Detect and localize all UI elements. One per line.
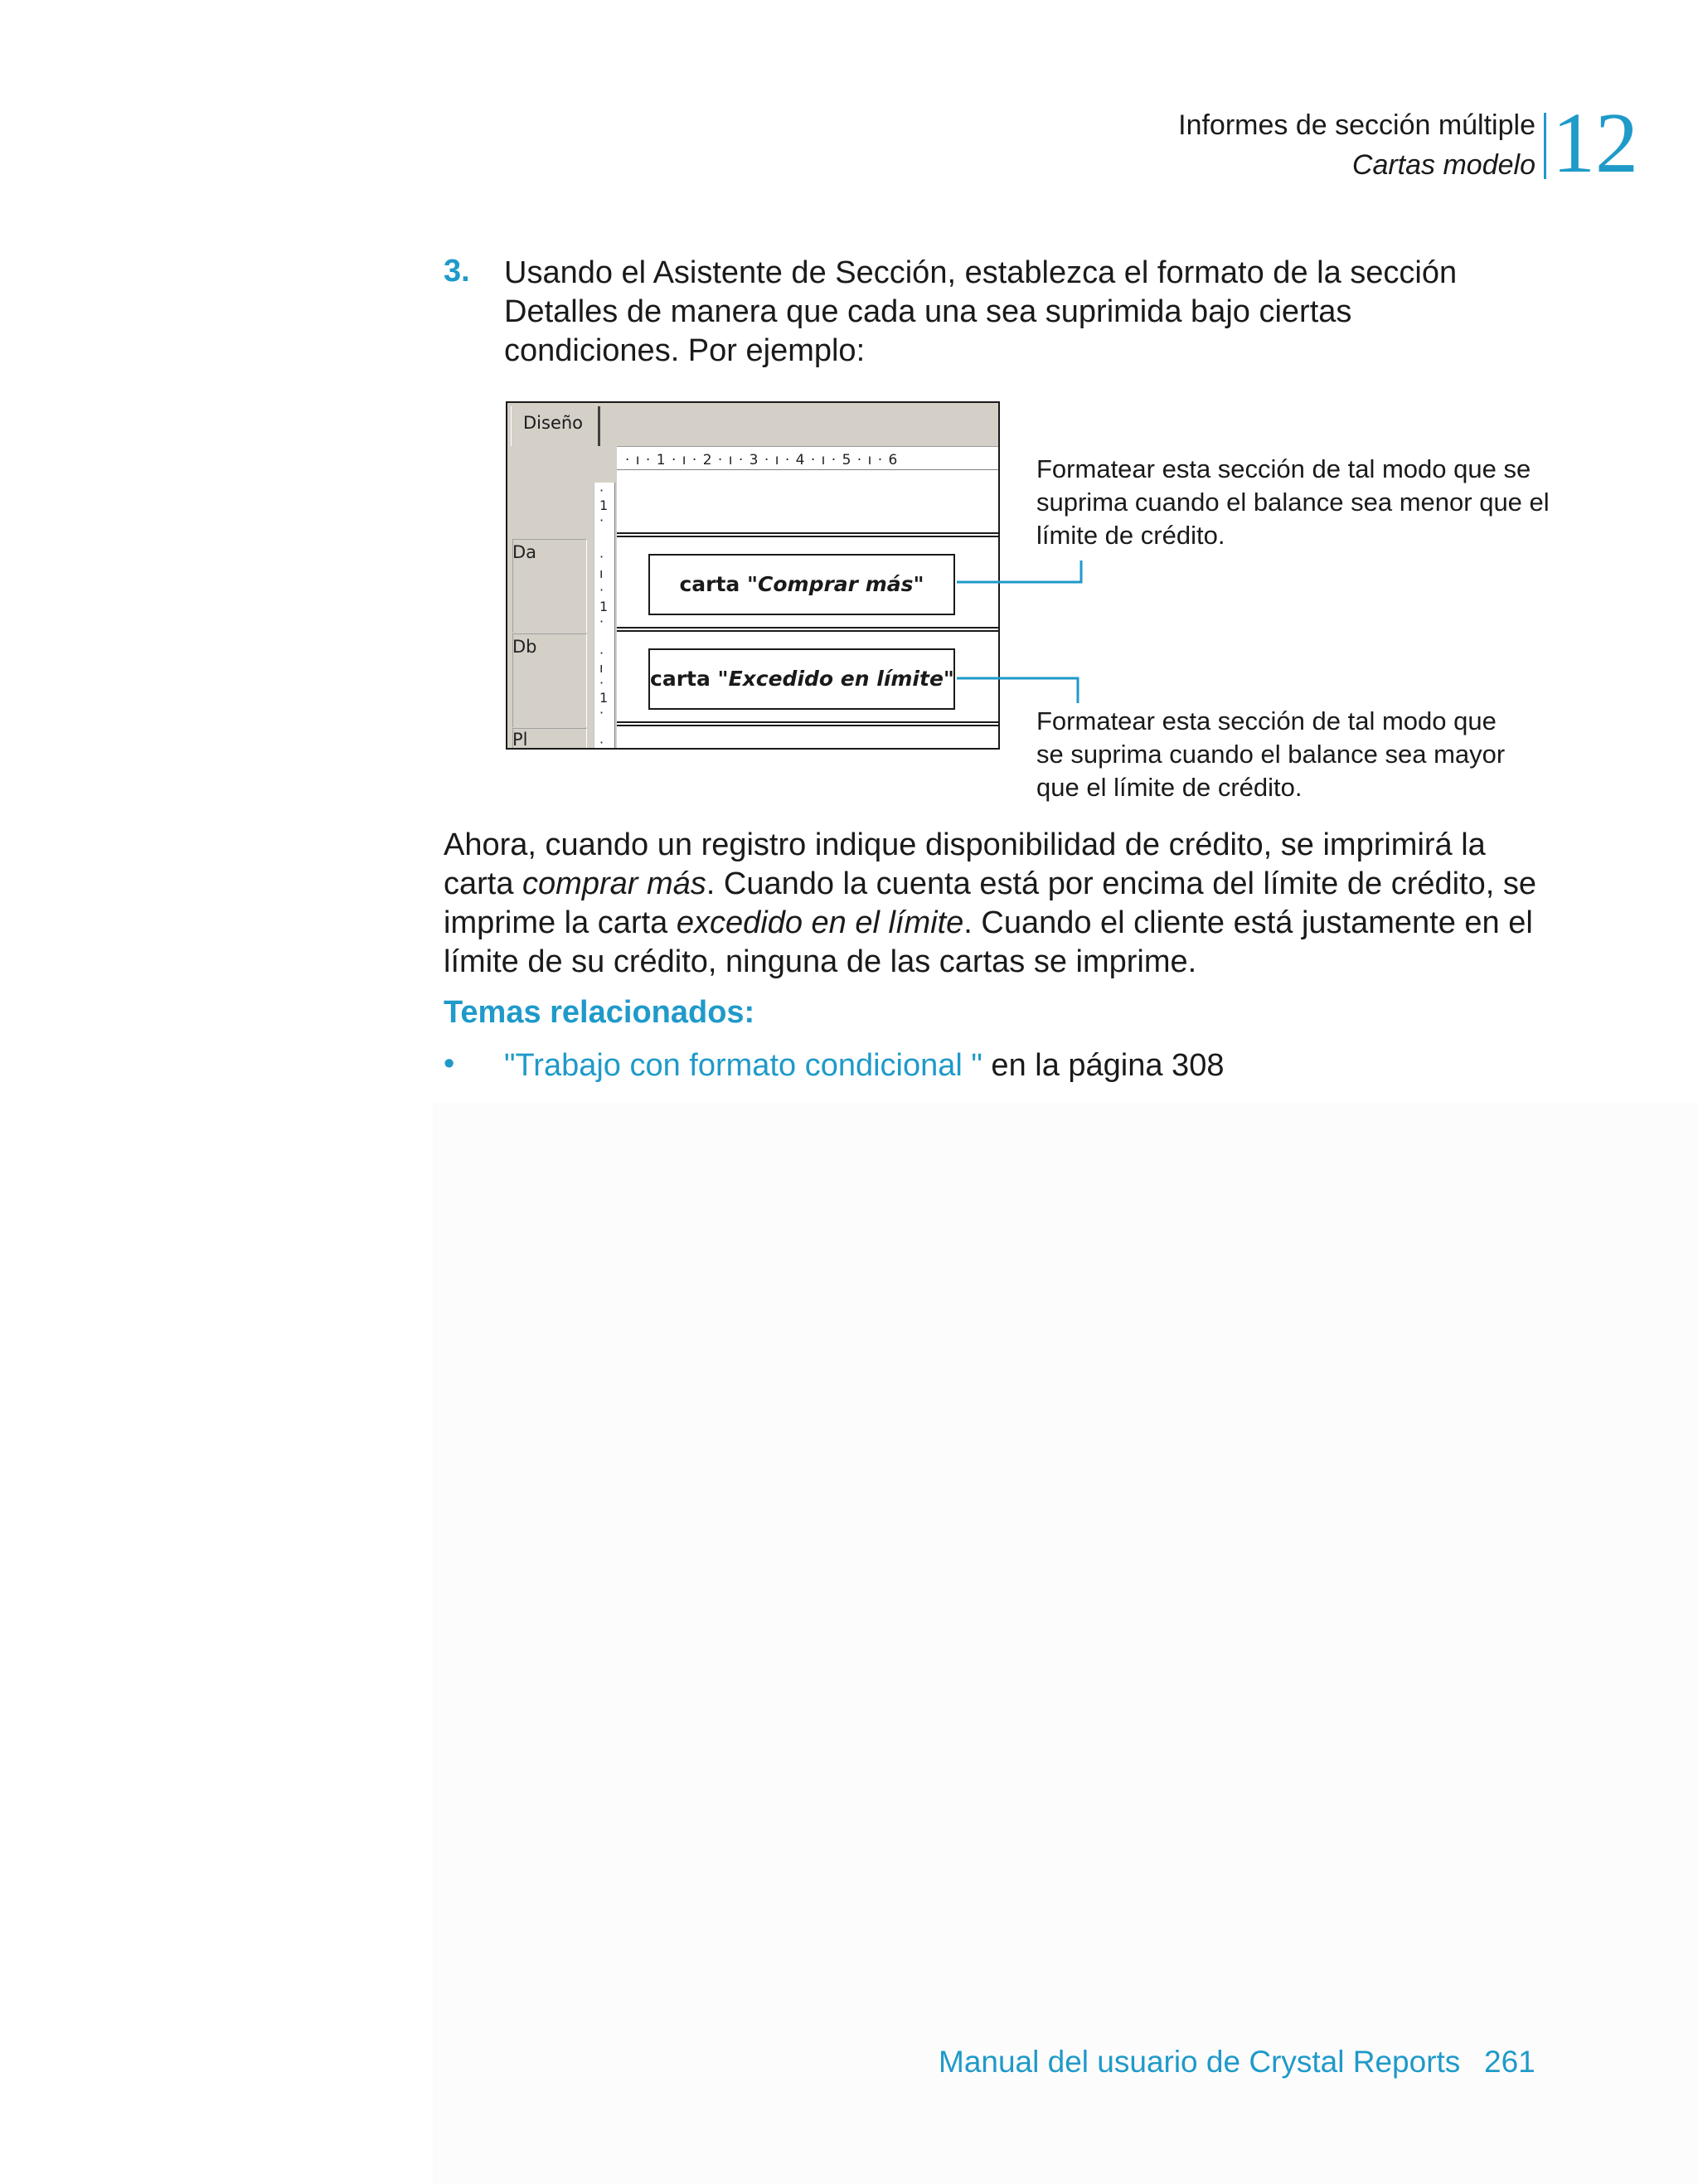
related-topics-heading: Temas relacionados: <box>444 995 755 1030</box>
section-label-db[interactable]: Db <box>512 637 537 657</box>
ruler-tick: · <box>599 705 604 721</box>
section-separator[interactable] <box>617 627 1000 632</box>
ruler-tick: 1 <box>599 690 609 706</box>
page-number: 261 <box>1484 2045 1535 2079</box>
design-view-figure <box>506 401 1000 750</box>
ruler-tick: · <box>599 614 604 629</box>
emphasis: comprar más <box>522 866 706 901</box>
emphasis: excedido en el límite <box>676 905 964 940</box>
field-name: "Excedido en límite" <box>717 667 954 691</box>
ruler-ticks: · ı · 1 · ı · 2 · ı · 3 · ı · 4 · ı · 5 · ı · 6 <box>625 452 899 468</box>
ruler-tick: · <box>599 735 604 750</box>
tab-design[interactable]: Diseño <box>511 406 600 446</box>
field-prefix: carta <box>650 667 718 691</box>
related-topic-item <box>504 1048 1224 1084</box>
bullet-icon: • <box>444 1046 455 1081</box>
text-run: . Cuando el cliente está justamente en el límite de su crédito, ninguna de las cartas se imprime. <box>444 905 1533 979</box>
header-divider <box>1544 113 1546 179</box>
vertical-ruler <box>594 483 615 750</box>
section-label-da[interactable]: Da <box>512 542 537 562</box>
callout-bottom: Formatear esta sección de tal modo que se suprima cuando el balance sea mayor que el límite de crédito. <box>1036 706 1506 802</box>
section-title: Cartas modelo <box>1351 149 1535 181</box>
related-topic-link[interactable]: "Trabajo con formato condicional " <box>504 1048 982 1083</box>
chapter-number: 12 <box>1552 95 1638 191</box>
field-name: "Comprar más" <box>746 572 924 596</box>
field-excedido-limite[interactable] <box>648 648 955 710</box>
horizontal-ruler <box>617 451 1000 470</box>
ruler-tick: ı <box>599 565 604 581</box>
ruler-tick: 1 <box>599 497 609 513</box>
section-separator[interactable] <box>617 532 1000 537</box>
field-prefix: carta <box>679 572 747 596</box>
text-run: Ahora, cuando un registro indique disponibilidad de crédito, se imprimirá la carta <box>444 827 1486 901</box>
ruler-tick: 1 <box>599 599 609 614</box>
section-separator[interactable] <box>617 721 1000 726</box>
field-comprar-mas[interactable] <box>648 554 955 615</box>
ruler-tick: · <box>599 675 604 691</box>
chapter-title: Informes de sección múltiple <box>1178 109 1535 141</box>
step-text: Usando el Asistente de Sección, establezca el formato de la sección Detalles de manera que cada una sea suprimida bajo ciertas condiciones. Por ejemplo: <box>504 255 1458 368</box>
text-run: . Cuando la cuenta está por encima del límite de crédito, se imprime la carta <box>444 866 1536 940</box>
page-shade <box>433 1103 1698 2184</box>
ruler-tick: · <box>599 549 604 565</box>
ruler-tick: · <box>599 483 604 498</box>
ruler-tick: · <box>599 645 604 661</box>
footer-title: Manual del usuario de Crystal Reports <box>939 2045 1461 2079</box>
body-paragraph <box>444 826 1538 982</box>
ruler-tick: · <box>599 582 604 598</box>
section-label-pl[interactable]: Pl <box>512 730 528 750</box>
callout-top: Formatear esta sección de tal modo que se suprima cuando el balance sea menor que el límite de crédito. <box>1036 454 1550 550</box>
ruler-tick: · <box>599 512 604 528</box>
related-topic-page: en la página 308 <box>982 1048 1225 1083</box>
step-number: 3. <box>444 254 470 289</box>
tab-bar <box>507 403 1000 447</box>
ruler-tick: ı <box>599 660 604 676</box>
